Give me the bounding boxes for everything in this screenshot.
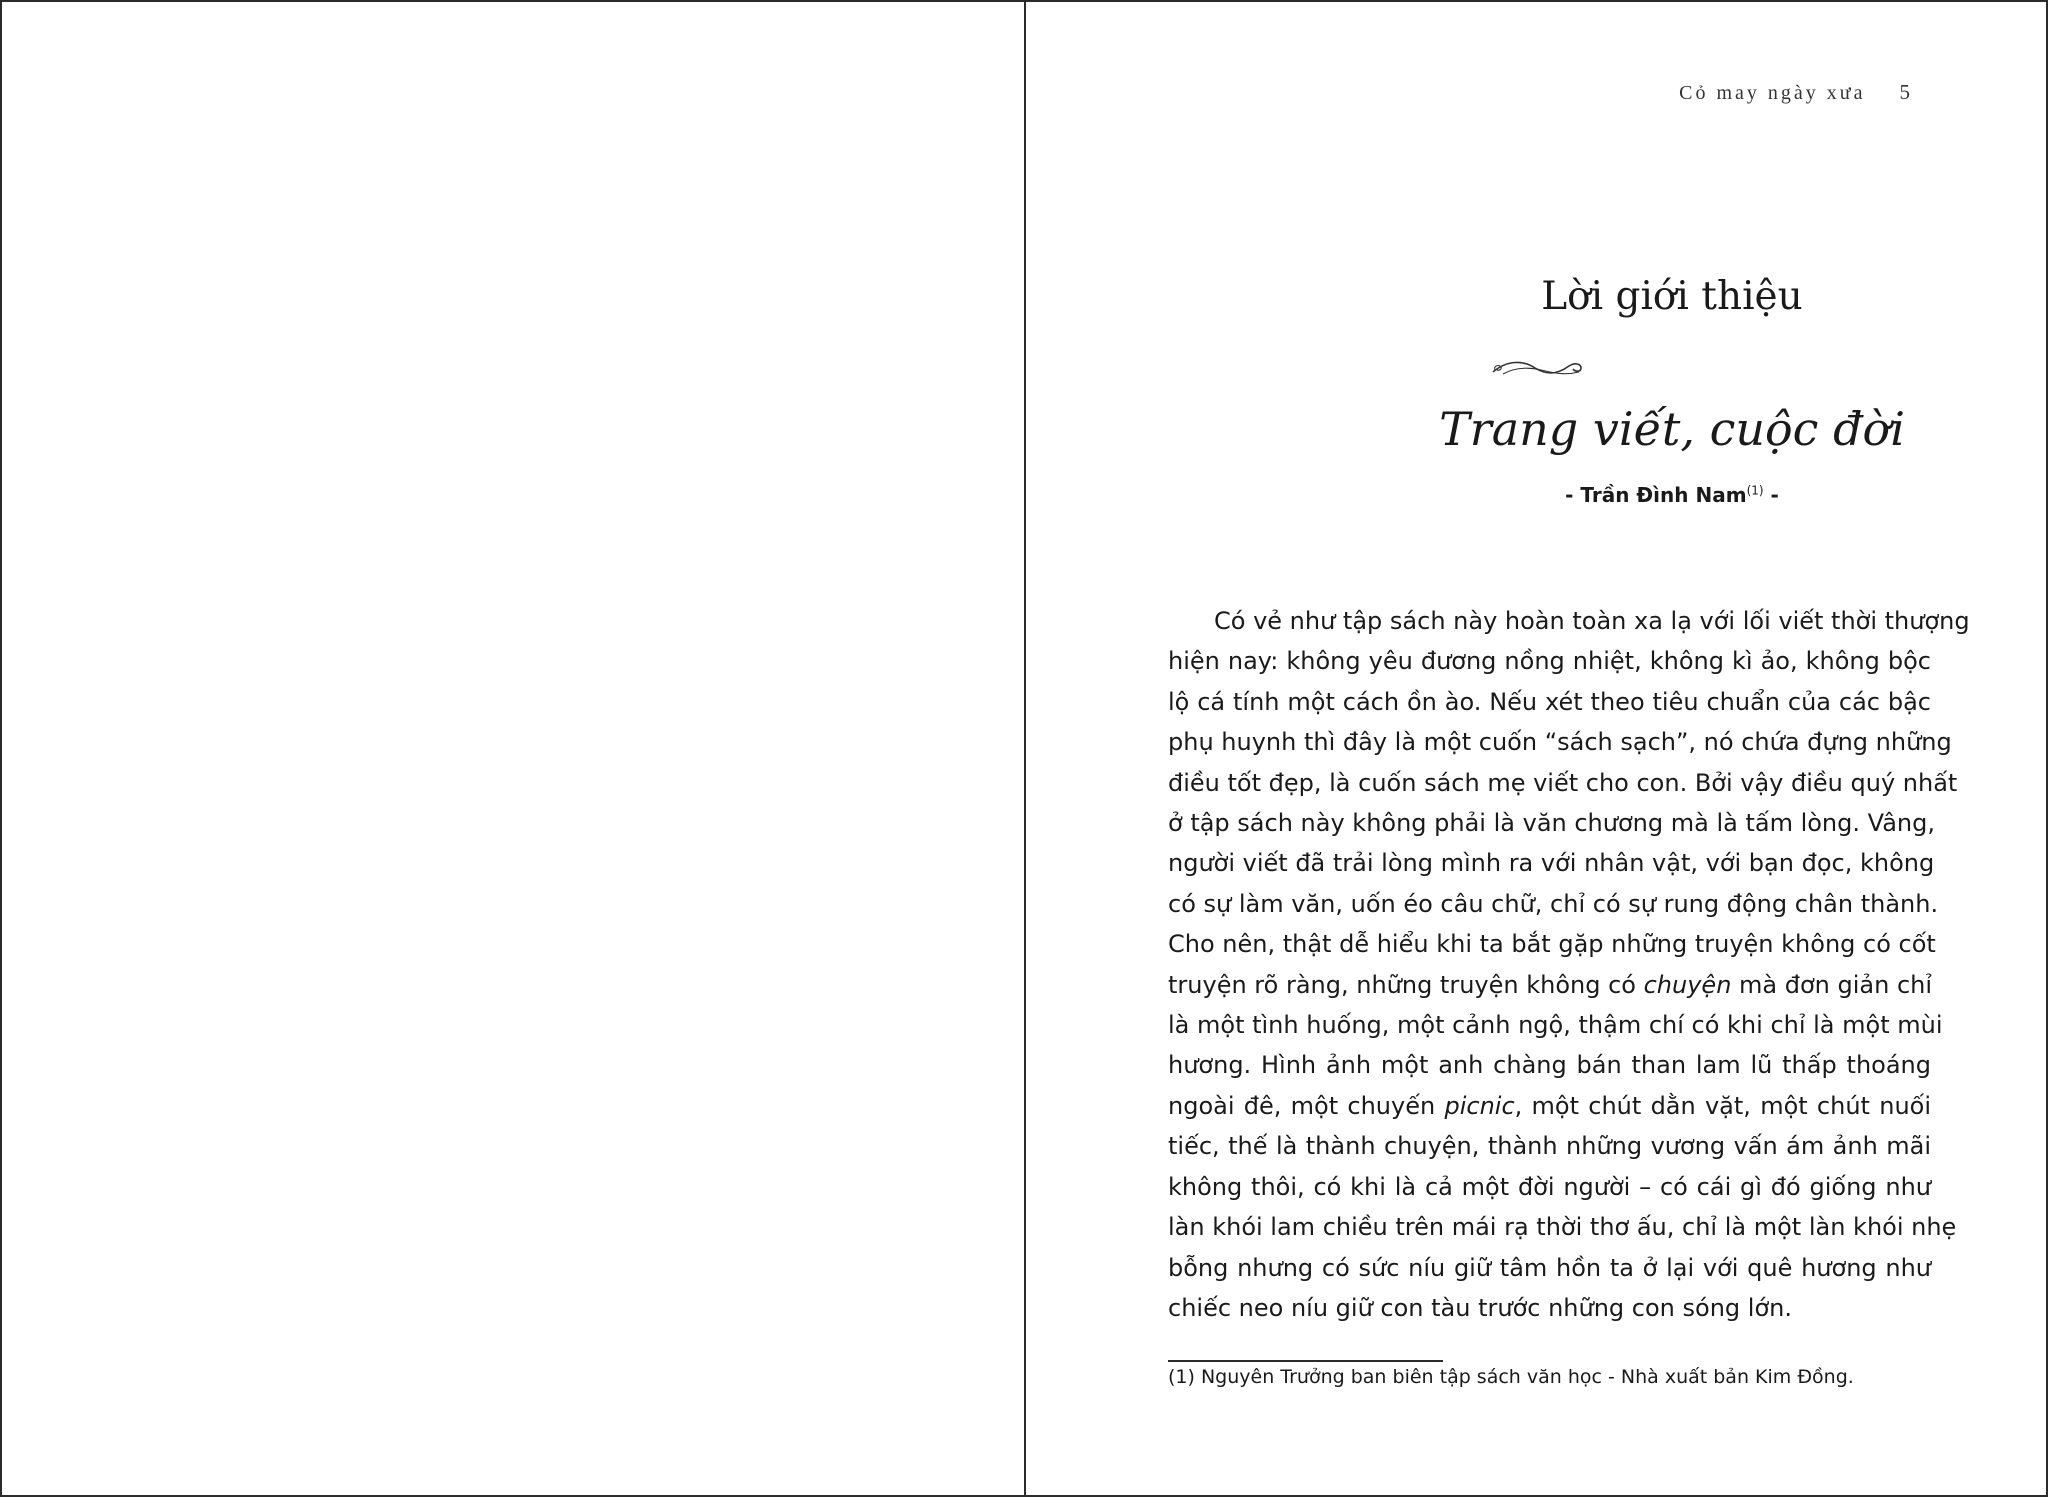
- body-line-segment: truyện rõ ràng, những truyện không có: [1168, 970, 1644, 999]
- footnote-divider: [1168, 1360, 1443, 1362]
- body-line: [1168, 965, 1931, 1005]
- body-line: ở tập sách này không phải là văn chương mà là tấm lòng. Vâng,: [1168, 809, 1935, 838]
- body-line: hương. Hình ảnh một anh chàng bán than lam lũ thấp thoáng: [1168, 1051, 1931, 1080]
- body-line: không thôi, có khi là cả một đời người – có cái gì đó giống như: [1168, 1172, 1931, 1201]
- body-line-segment: , một chút dằn vặt, một chút nuối: [1514, 1091, 1932, 1120]
- chapter-label: Lời giới thiệu: [1541, 274, 1803, 319]
- body-line: người viết đã trải lòng mình ra với nhân vật, với bạn đọc, không: [1168, 849, 1935, 878]
- author-suffix: -: [1763, 483, 1779, 507]
- running-head-title: Cỏ may ngày xưa: [1679, 82, 1866, 104]
- body-line: bỗng nhưng có sức níu giữ tâm hồn ta ở lại với quê hương như: [1168, 1253, 1931, 1282]
- body-line: có sự làm văn, uốn éo câu chữ, chỉ có sự rung động chân thành.: [1168, 889, 1939, 918]
- body-line: tiếc, thế là thành chuyện, thành những vương vấn ám ảnh mãi: [1168, 1132, 1931, 1161]
- flourish-ornament-icon: [1489, 354, 1585, 382]
- body-line: Có vẻ như tập sách này hoàn toàn xa lạ với lối viết thời thượng: [1214, 607, 1970, 635]
- footnote-text: (1) Nguyên Trưởng ban biên tập sách văn học - Nhà xuất bản Kim Đồng.: [1168, 1366, 1854, 1388]
- body-line-segment: ngoài đê, một chuyến: [1168, 1091, 1445, 1120]
- body-line: là một tình huống, một cảnh ngộ, thậm chí có khi chỉ là một mùi: [1168, 1011, 1943, 1040]
- body-line: chiếc neo níu giữ con tàu trước những con sóng lớn.: [1168, 1293, 1792, 1322]
- body-line: điều tốt đẹp, là cuốn sách mẹ viết cho con. Bởi vậy điều quý nhất: [1168, 768, 1958, 797]
- body-paragraph: [1168, 601, 1970, 1328]
- body-line: hiện nay: không yêu đương nồng nhiệt, không kì ảo, không bộc: [1168, 647, 1931, 676]
- body-line: lộ cá tính một cách ồn ào. Nếu xét theo tiêu chuẩn của các bậc: [1168, 687, 1931, 716]
- page-number: 5: [1899, 80, 1910, 104]
- author-name: - Trần Đình Nam: [1565, 483, 1747, 507]
- body-line: Cho nên, thật dễ hiểu khi ta bắt gặp những truyện không có cốt: [1168, 930, 1936, 959]
- body-line-segment: mà đơn giản chỉ: [1731, 970, 1933, 999]
- footnote-ref: (1): [1746, 483, 1764, 498]
- chapter-title: Trang viết, cuộc đời: [1439, 402, 1905, 456]
- italic-word: chuyện: [1643, 970, 1732, 999]
- left-page-blank: [2, 2, 1024, 1495]
- body-line: phụ huynh thì đây là một cuốn “sách sạch”, nó chứa đựng những: [1168, 728, 1952, 757]
- body-line: làn khói lam chiều trên mái rạ thời thơ ấu, chỉ là một làn khói nhẹ: [1168, 1213, 1957, 1242]
- author-byline: [1026, 483, 2046, 507]
- right-page: [1026, 2, 2046, 1495]
- italic-word: picnic: [1444, 1091, 1515, 1120]
- running-head: [1679, 80, 1910, 105]
- body-line: [1168, 1086, 1931, 1126]
